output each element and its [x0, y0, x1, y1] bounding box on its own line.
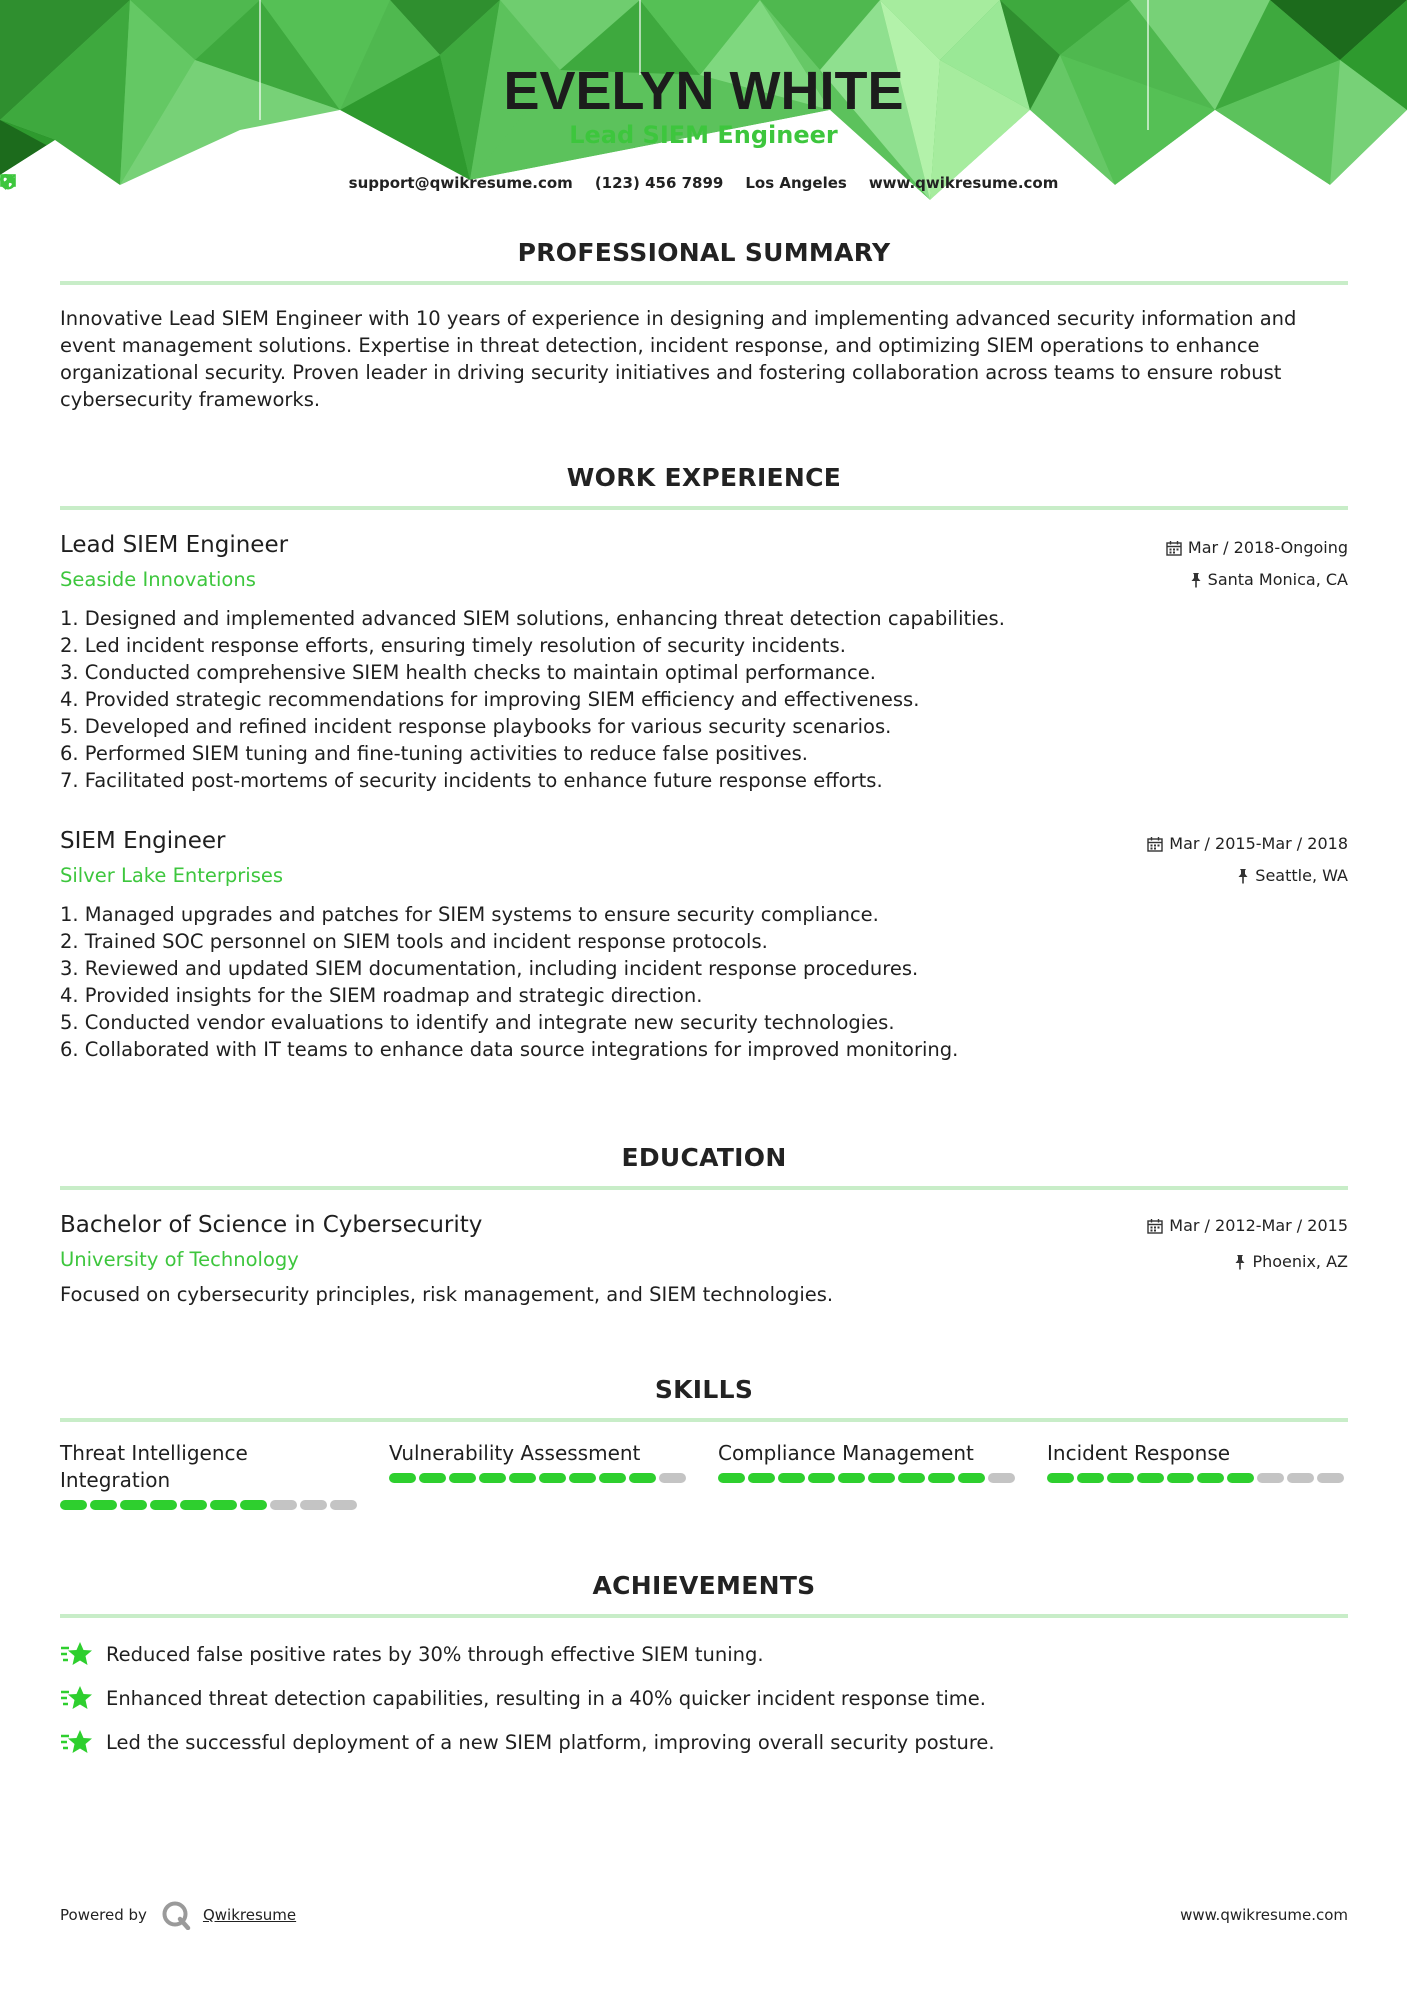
- list-item: 5. Developed and refined incident response playbooks for various security scenarios.: [60, 715, 892, 738]
- achievement-text: Reduced false positive rates by 30% through effective SIEM tuning.: [106, 1642, 764, 1666]
- skill-segment-filled: [569, 1473, 596, 1483]
- skill-segment-filled: [1227, 1473, 1254, 1483]
- skill-item: [1047, 1440, 1347, 1510]
- skill-segment-filled: [629, 1473, 656, 1483]
- achievements-heading: ACHIEVEMENTS: [592, 1571, 816, 1600]
- skill-segment-empty: [659, 1473, 686, 1483]
- list-item: 1. Managed upgrades and patches for SIEM systems to ensure security compliance.: [60, 903, 879, 926]
- list-item: 4. Provided insights for the SIEM roadmap and strategic direction.: [60, 984, 703, 1007]
- education-location-text: Phoenix, AZ: [1252, 1252, 1348, 1271]
- skill-segment-filled: [808, 1473, 835, 1483]
- education-date-text: Mar / 2012-Mar / 2015: [1169, 1216, 1348, 1235]
- skill-segment-filled: [479, 1473, 506, 1483]
- list-item: 1. Designed and implemented advanced SIEM solutions, enhancing threat detection capabilities.: [60, 607, 1005, 630]
- skill-segment-filled: [419, 1473, 446, 1483]
- skills-section: [60, 1375, 1348, 1510]
- skill-segment-empty: [988, 1473, 1015, 1483]
- skill-item: [389, 1440, 689, 1510]
- skill-segment-filled: [1167, 1473, 1194, 1483]
- experience-heading: WORK EXPERIENCE: [566, 463, 842, 492]
- skill-segment-filled: [718, 1473, 745, 1483]
- job-date: [1166, 538, 1348, 557]
- education-heading: EDUCATION: [621, 1143, 787, 1172]
- list-item: 2. Led incident response efforts, ensuring timely resolution of security incidents.: [60, 634, 846, 657]
- list-item: 4. Provided strategic recommendations for improving SIEM efficiency and effectiveness.: [60, 688, 920, 711]
- skill-segment-filled: [120, 1500, 147, 1510]
- skill-segment-filled: [1197, 1473, 1224, 1483]
- education-location: [1234, 1252, 1348, 1271]
- achievement-text: Enhanced threat detection capabilities, resulting in a 40% quicker incident response time.: [106, 1686, 986, 1710]
- skill-segment-filled: [599, 1473, 626, 1483]
- achievements-list: [60, 1640, 1348, 1756]
- list-item: 6. Collaborated with IT teams to enhance data source integrations for improved monitoring.: [60, 1038, 959, 1061]
- qwikresume-link[interactable]: Qwikresume: [202, 1906, 297, 1924]
- skill-segment-filled: [1077, 1473, 1104, 1483]
- contact-phone-text: (123) 456 7899: [594, 174, 724, 192]
- skill-segment-filled: [509, 1473, 536, 1483]
- job-location: [1190, 570, 1348, 589]
- job-title: Lead SIEM Engineer: [60, 532, 289, 558]
- skill-segment-filled: [539, 1473, 566, 1483]
- pushpin-icon: [1190, 572, 1202, 588]
- calendar-icon: [1166, 540, 1182, 556]
- job-company: Silver Lake Enterprises: [60, 864, 284, 887]
- star-icon: [60, 1728, 94, 1756]
- degree-title: Bachelor of Science in Cybersecurity: [60, 1212, 483, 1238]
- skill-segment-filled: [449, 1473, 476, 1483]
- section-divider: [60, 1614, 1348, 1618]
- job-entry: [60, 532, 1348, 794]
- list-item: 3. Conducted comprehensive SIEM health checks to maintain optimal performance.: [60, 661, 876, 684]
- job-responsibilities: [60, 901, 1348, 1063]
- section-divider: [60, 1186, 1348, 1190]
- section-divider: [60, 1418, 1348, 1422]
- candidate-name: EVELYN WHITE: [503, 61, 904, 121]
- achievement-item: [60, 1728, 1348, 1756]
- section-divider: [60, 281, 1348, 285]
- skill-segment-filled: [778, 1473, 805, 1483]
- list-item: 5. Conducted vendor evaluations to identify and integrate new security technologies.: [60, 1011, 895, 1034]
- skill-level-bar: [389, 1473, 689, 1483]
- contact-email-text: support@qwikresume.com: [348, 174, 573, 192]
- globe-icon: [0, 174, 16, 190]
- list-item: 7. Facilitated post-mortems of security incidents to enhance future response efforts.: [60, 769, 883, 792]
- achievement-text: Led the successful deployment of a new SIEM platform, improving overall security posture.: [106, 1730, 995, 1754]
- job-date: [1147, 834, 1348, 853]
- qwikresume-logo-icon: [161, 1900, 191, 1930]
- pushpin-icon: [1234, 1254, 1246, 1270]
- job-entry: [60, 828, 1348, 1063]
- skill-segment-filled: [1107, 1473, 1134, 1483]
- skill-segment-empty: [1257, 1473, 1284, 1483]
- skill-segment-empty: [330, 1500, 357, 1510]
- contact-location: [745, 174, 846, 192]
- skill-segment-empty: [1287, 1473, 1314, 1483]
- skill-segment-filled: [898, 1473, 925, 1483]
- summary-section: [60, 238, 1348, 413]
- achievements-section: [60, 1571, 1348, 1772]
- skill-segment-empty: [1317, 1473, 1344, 1483]
- achievement-item: [60, 1640, 1348, 1668]
- skills-heading: SKILLS: [654, 1375, 754, 1404]
- school-name: University of Technology: [60, 1248, 299, 1271]
- footer-website[interactable]: www.qwikresume.com: [1180, 1906, 1348, 1924]
- skill-level-bar: [718, 1473, 1018, 1483]
- resume-header: [0, 0, 1407, 200]
- skill-segment-empty: [270, 1500, 297, 1510]
- list-item: 3. Reviewed and updated SIEM documentation, including incident response procedures.: [60, 957, 919, 980]
- skill-level-bar: [60, 1500, 360, 1510]
- skill-name: Vulnerability Assessment: [389, 1441, 641, 1465]
- summary-text: Innovative Lead SIEM Engineer with 10 years of experience in designing and implementing advanced security information and event management solutions. Expertise in threat detection, incident response, and optimizing SIEM operations to enhance organizational security. Proven leader in driving security initiatives and fostering collaboration across teams to ensure robust cybersecurity frameworks.: [60, 307, 1297, 411]
- achievement-item: [60, 1684, 1348, 1712]
- experience-section: [60, 463, 1348, 1063]
- star-icon: [60, 1684, 94, 1712]
- skill-segment-filled: [838, 1473, 865, 1483]
- skill-name: Threat Intelligence Integration: [60, 1441, 248, 1492]
- job-date-text: Mar / 2015-Mar / 2018: [1169, 834, 1348, 853]
- skill-item: [60, 1440, 360, 1510]
- skill-segment-filled: [90, 1500, 117, 1510]
- contact-bar: [0, 174, 1407, 192]
- page-footer: [60, 1898, 1348, 1932]
- contact-location-text: Los Angeles: [745, 174, 847, 192]
- skills-list: [60, 1440, 1348, 1510]
- star-icon: [60, 1640, 94, 1668]
- skill-segment-filled: [748, 1473, 775, 1483]
- pushpin-icon: [1237, 868, 1249, 884]
- list-item: 2. Trained SOC personnel on SIEM tools and incident response protocols.: [60, 930, 768, 953]
- education-date: [1147, 1216, 1348, 1235]
- skill-level-bar: [1047, 1473, 1347, 1483]
- job-location: [1237, 866, 1348, 885]
- skill-segment-filled: [868, 1473, 895, 1483]
- list-item: 6. Performed SIEM tuning and fine-tuning activities to reduce false positives.: [60, 742, 808, 765]
- summary-heading: PROFESSIONAL SUMMARY: [517, 238, 891, 267]
- skill-segment-filled: [958, 1473, 985, 1483]
- job-company: Seaside Innovations: [60, 568, 256, 591]
- skill-segment-filled: [60, 1500, 87, 1510]
- candidate-role: Lead SIEM Engineer: [569, 121, 838, 149]
- contact-website-text: www.qwikresume.com: [868, 174, 1059, 192]
- skill-segment-filled: [210, 1500, 237, 1510]
- job-title: SIEM Engineer: [60, 828, 226, 854]
- job-responsibilities: [60, 605, 1348, 794]
- contact-phone[interactable]: [595, 174, 724, 192]
- calendar-icon: [1147, 1218, 1163, 1234]
- education-description: Focused on cybersecurity principles, risk management, and SIEM technologies.: [60, 1283, 834, 1306]
- skill-name: Incident Response: [1047, 1441, 1231, 1465]
- skill-segment-filled: [150, 1500, 177, 1510]
- job-location-text: Seattle, WA: [1255, 866, 1348, 885]
- skill-item: [718, 1440, 1018, 1510]
- skill-segment-filled: [1137, 1473, 1164, 1483]
- contact-email[interactable]: [349, 174, 573, 192]
- skill-name: Compliance Management: [718, 1441, 974, 1465]
- education-section: [60, 1143, 1348, 1306]
- skill-segment-filled: [389, 1473, 416, 1483]
- job-date-text: Mar / 2018-Ongoing: [1187, 538, 1348, 557]
- powered-by-label: Powered by: [60, 1906, 147, 1924]
- education-entry: [60, 1212, 1348, 1306]
- skill-segment-filled: [180, 1500, 207, 1510]
- calendar-icon: [1147, 836, 1163, 852]
- skill-segment-empty: [300, 1500, 327, 1510]
- section-divider: [60, 506, 1348, 510]
- job-location-text: Santa Monica, CA: [1207, 570, 1348, 589]
- contact-website[interactable]: [869, 174, 1059, 192]
- skill-segment-filled: [1047, 1473, 1074, 1483]
- skill-segment-filled: [240, 1500, 267, 1510]
- skill-segment-filled: [928, 1473, 955, 1483]
